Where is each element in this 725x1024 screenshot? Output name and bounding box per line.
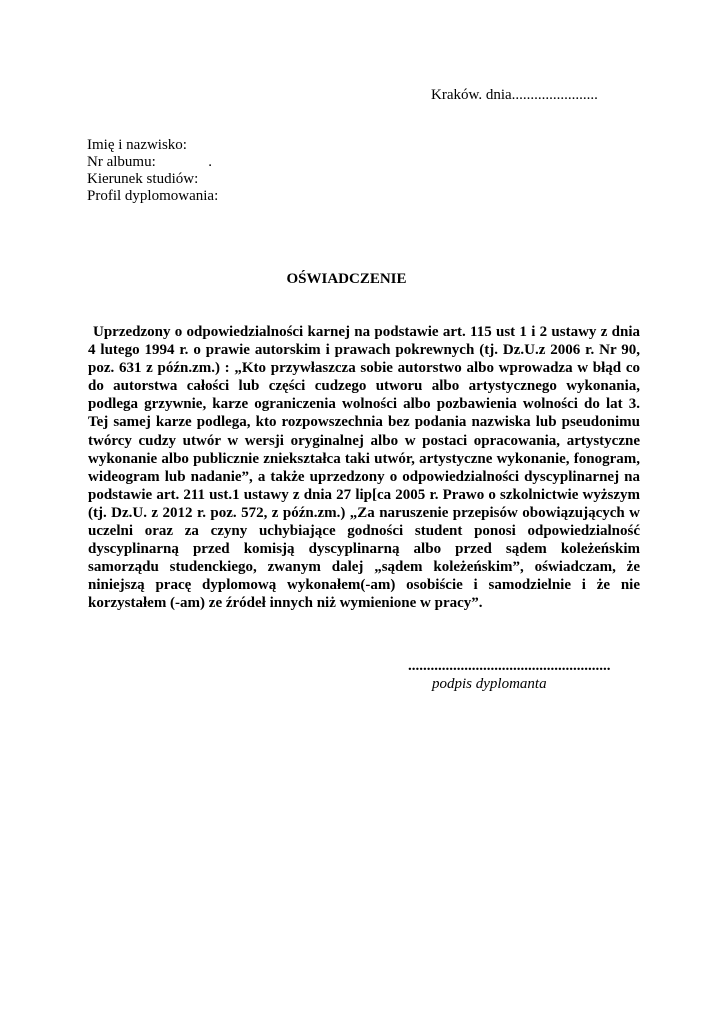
field-name-surname: Imię i nazwisko: [87,137,187,153]
signature-caption: podpis dyplomanta [432,676,547,692]
statement-paragraph: Uprzedzony o odpowiedzialności karnej na podstawie art. 115 ust 1 i 2 ustawy z dnia 4 lutego 1994 r. o prawie autorskim i prawach pokrewnych (tj. Dz.U.z 2006 r. Nr 90, poz. 631 z późn.zm.) : „Kto przywłaszcza sobie autorstwo albo wprowadza w błąd co do autorstwa całości lub części cudzego utworu albo artystycznego wykonania, podlega grzywnie, karze ograniczenia wolności albo pozbawienia wolności do lat 3. Tej samej karze podlega, kto rozpowszechnia bez podania nazwiska lub pseudonimu twórcy cudzy utwór w wersji oryginalnej albo w postaci opracowania, artystyczne wykonanie albo publicznie zniekształca taki utwór, artystyczne wykonanie, fonogram, wideogram lub nadanie”, a także uprzedzony o odpowiedzialności dyscyplinarnej na podstawie art. 211 ust.1 ustawy z dnia 27 lip[ca 2005 r. Prawo o szkolnictwie wyższym (tj. Dz.U. z 2012 r. poz. 572, z późn.zm.) „Za naruszenie przepisów obowiązujących w uczelni oraz za czyny uchybiające godności student ponosi odpowiedzialność dyscyplinarną przed komisją dyscyplinarną albo przed sądem koleżeńskim samorządu studenckiego, zwanym dalej „sądem koleżeńskim”, oświadczam, że niniejszą pracę dyplomową wykonałem(-am) osobiście i samodzielnie i że nie korzystałem (-am) ze źródeł innych niż wymienione w pracy”. [88,324,640,612]
document-title: OŚWIADCZENIE [286,271,407,287]
field-album-number: Nr albumu: . [87,154,212,170]
student-info-fields [87,137,218,205]
field-diploma-profile: Profil dyplomowania: [87,188,219,204]
signature-line: ...................................................... [408,658,611,674]
field-field-of-study: Kierunek studiów: [87,171,199,187]
place-and-date: Kraków. dnia....................... [431,87,598,103]
